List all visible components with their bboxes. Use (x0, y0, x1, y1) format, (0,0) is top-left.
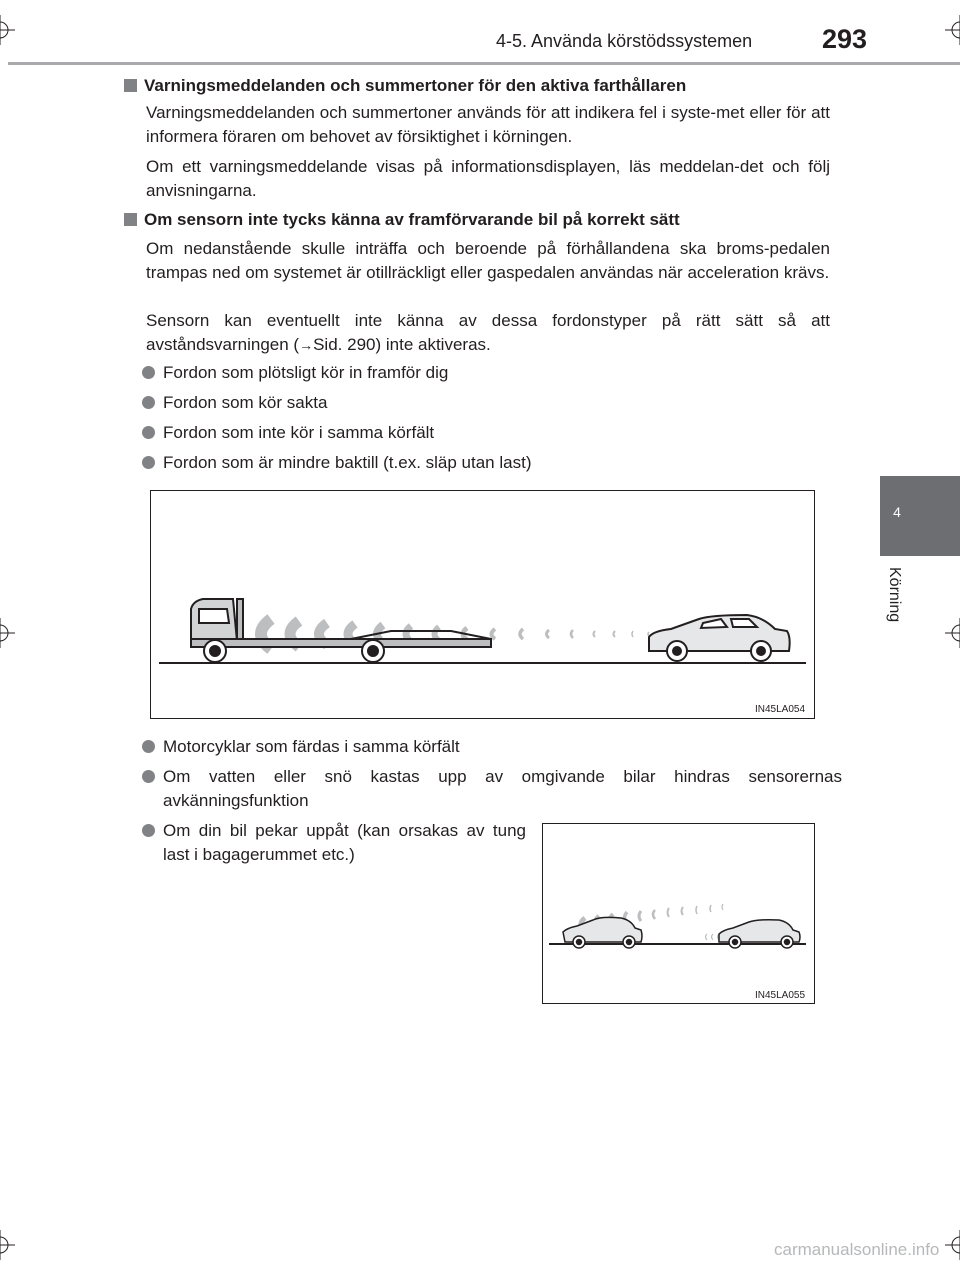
list-item (142, 735, 842, 759)
arrow-right-icon: → (299, 337, 314, 353)
round-bullet-icon (142, 770, 155, 783)
round-bullet-icon (142, 426, 155, 439)
section-heading-text: Om sensorn inte tycks känna av framförvarande bil på korrekt sätt (144, 210, 680, 229)
list-item-text: Fordon som är mindre baktill (t.ex. släp utan last) (163, 453, 532, 472)
watermark: carmanualsonline.info (774, 1240, 940, 1259)
section-heading-text: Varningsmeddelanden och summertoner för den aktiva farthållaren (144, 76, 687, 95)
page-number: 293 (822, 24, 868, 54)
list-item-text: Fordon som kör sakta (163, 393, 328, 412)
registration-mark-icon (945, 618, 960, 648)
figure-car-pointing-up (542, 823, 815, 1004)
truck-trailer-illustration (151, 491, 814, 718)
figure-truck-trailer (150, 490, 815, 719)
registration-mark-icon (945, 15, 960, 45)
registration-mark-icon (945, 1230, 960, 1260)
paragraph: Om ett varningsmeddelande visas på informationsdisplayen, läs meddelan-det och följ anvisningarna. (146, 157, 830, 200)
registration-mark-icon (0, 1230, 15, 1260)
round-bullet-icon (142, 824, 155, 837)
round-bullet-icon (142, 740, 155, 753)
round-bullet-icon (142, 456, 155, 469)
paragraph: Varningsmeddelanden och summertoner används för att indikera fel i syste-met eller för att informera föraren om behovet av försiktighet i körningen. (146, 103, 830, 146)
list-item-text: Om din bil pekar uppåt (kan orsakas av tung last i bagagerummet etc.) (163, 821, 526, 864)
list-item (142, 765, 842, 810)
figure-code: IN45LA054 (755, 704, 806, 715)
paragraph-text: ) inte aktiveras. (375, 335, 491, 354)
paragraph-text: Sensorn kan eventuellt inte känna av dessa fordonstyper på rätt sätt så att avståndsvarningen ( (146, 311, 830, 354)
square-bullet-icon (124, 213, 137, 226)
round-bullet-icon (142, 366, 155, 379)
section-heading-warnings (124, 76, 686, 96)
round-bullet-icon (142, 396, 155, 409)
running-header-title: 4-5. Använda körstödssystemen (496, 31, 753, 51)
chapter-number: 4 (893, 504, 901, 520)
radar-waves-icon (706, 934, 720, 940)
truck-icon (191, 599, 491, 662)
list-item (142, 391, 842, 415)
car-pointing-up-illustration (543, 824, 814, 1003)
figure-code: IN45LA055 (755, 990, 806, 1001)
chapter-label-text: Körning (886, 567, 903, 623)
registration-mark-icon (0, 618, 15, 648)
registration-mark-icon (0, 15, 15, 45)
chapter-label (881, 567, 911, 647)
list-item-text: Fordon som plötsligt kör in framför dig (163, 363, 449, 382)
list-item-text: Fordon som inte kör i samma körfält (163, 423, 435, 442)
list-item (142, 361, 842, 385)
paragraph: Om nedanstående skulle inträffa och beroende på förhållandena ska broms-pedalen trampas ned om systemet är otillräckligt eller gaspedalen användas när acceleration krävs. (146, 239, 830, 282)
square-bullet-icon (124, 79, 137, 92)
paragraph-with-reference (146, 309, 830, 357)
section-heading-sensor (124, 210, 680, 230)
car-icon (649, 615, 790, 661)
list-item (142, 421, 842, 445)
list-item-text: Motorcyklar som färdas i samma körfält (163, 737, 460, 756)
header-rule (8, 62, 960, 65)
list-item (142, 819, 526, 864)
page-reference-link[interactable]: Sid. 290 (313, 335, 376, 354)
list-item (142, 451, 842, 475)
list-item-text: Om vatten eller snö kastas upp av omgivande bilar hindras sensorernas avkänningsfunktion (163, 767, 842, 810)
